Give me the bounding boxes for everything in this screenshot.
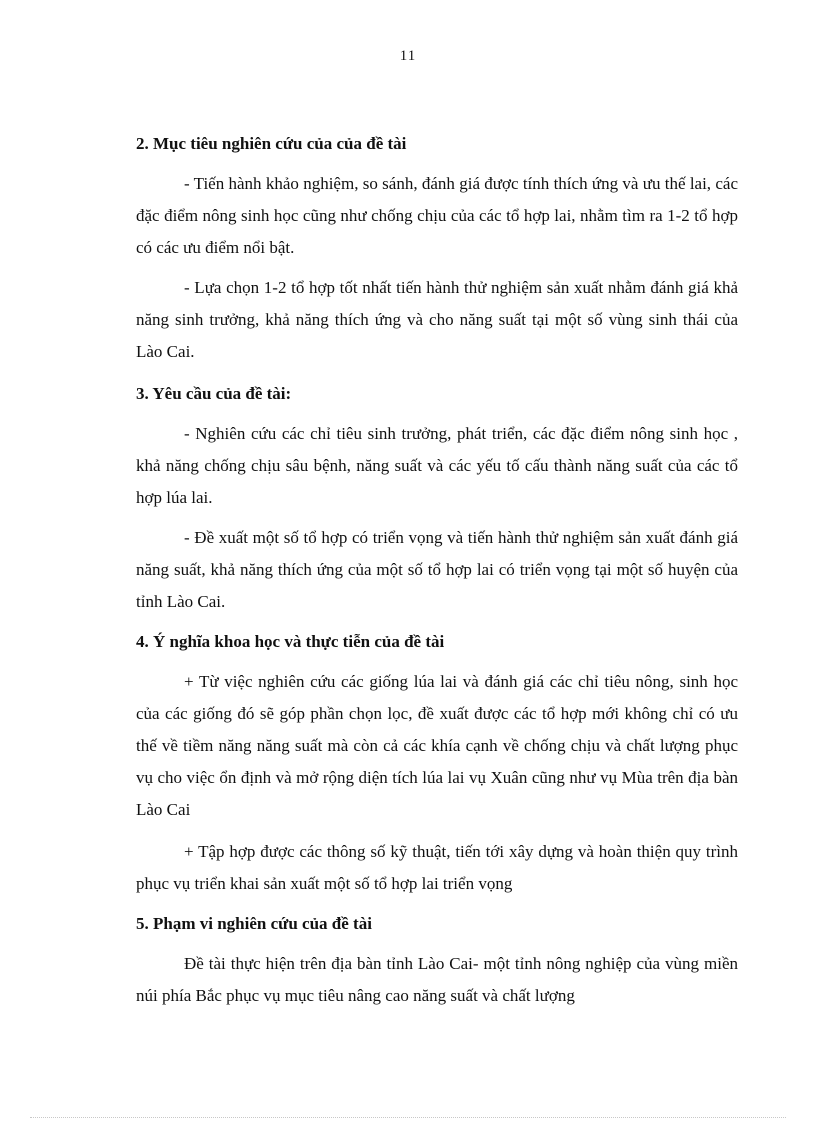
significance-paragraph-1: + Từ việc nghiên cứu các giống lúa lai và đánh giá các chỉ tiêu nông, sinh học của các giống đó sẽ góp phần chọn lọc, đề xuất được các tổ hợp mới không chỉ có ưu thế về tiềm năng năng suất mà còn cả các khía cạnh về chống chịu và chất lượng phục vụ cho việc ổn định và mở rộng diện tích lúa lai vụ Xuân cũng như vụ Mùa trên địa bàn Lào Cai — [136, 672, 738, 819]
section-heading-requirements: 3. Yêu cầu của đề tài: — [136, 384, 292, 403]
page-bottom-divider — [30, 1117, 786, 1118]
objectives-paragraph-1: - Tiến hành khảo nghiệm, so sánh, đánh giá được tính thích ứng và ưu thế lai, các đặc điểm nông sinh học cũng như chống chịu của các tổ hợp lai, nhằm tìm ra 1-2 tổ hợp có các ưu điểm nổi bật. — [136, 174, 738, 257]
scope-paragraph-1: Đề tài thực hiện trên địa bàn tỉnh Lào Cai- một tỉnh nông nghiệp của vùng miền núi phía Bắc phục vụ mục tiêu nâng cao năng suất và chất lượng — [136, 954, 738, 1005]
objectives-paragraph-2: - Lựa chọn 1-2 tổ hợp tốt nhất tiến hành thử nghiệm sản xuất nhằm đánh giá khả năng sinh trưởng, khả năng thích ứng và cho năng suất tại một số vùng sinh thái của Lào Cai. — [136, 278, 738, 361]
page-number: 11 — [399, 48, 417, 64]
section-heading-significance: 4. Ý nghĩa khoa học và thực tiễn của đề tài — [136, 632, 445, 651]
section-heading-objectives: 2. Mục tiêu nghiên cứu của của đề tài — [136, 134, 407, 153]
significance-paragraph-2: + Tập hợp được các thông số kỹ thuật, tiến tới xây dựng và hoàn thiện quy trình phục vụ triển khai sản xuất một số tổ hợp lai triển vọng — [136, 842, 738, 893]
section-heading-scope: 5. Phạm vi nghiên cứu của đề tài — [136, 914, 372, 933]
requirements-paragraph-1: - Nghiên cứu các chỉ tiêu sinh trưởng, phát triển, các đặc điểm nông sinh học , khả năng chống chịu sâu bệnh, năng suất và các yếu tố cấu thành năng suất của các tổ hợp lúa lai. — [136, 424, 738, 507]
requirements-paragraph-2: - Đề xuất một số tổ hợp có triển vọng và tiến hành thử nghiệm sản xuất đánh giá năng suất, khả năng thích ứng của một số tổ hợp lai có triển vọng tại một số huyện của tỉnh Lào Cai. — [136, 528, 738, 611]
